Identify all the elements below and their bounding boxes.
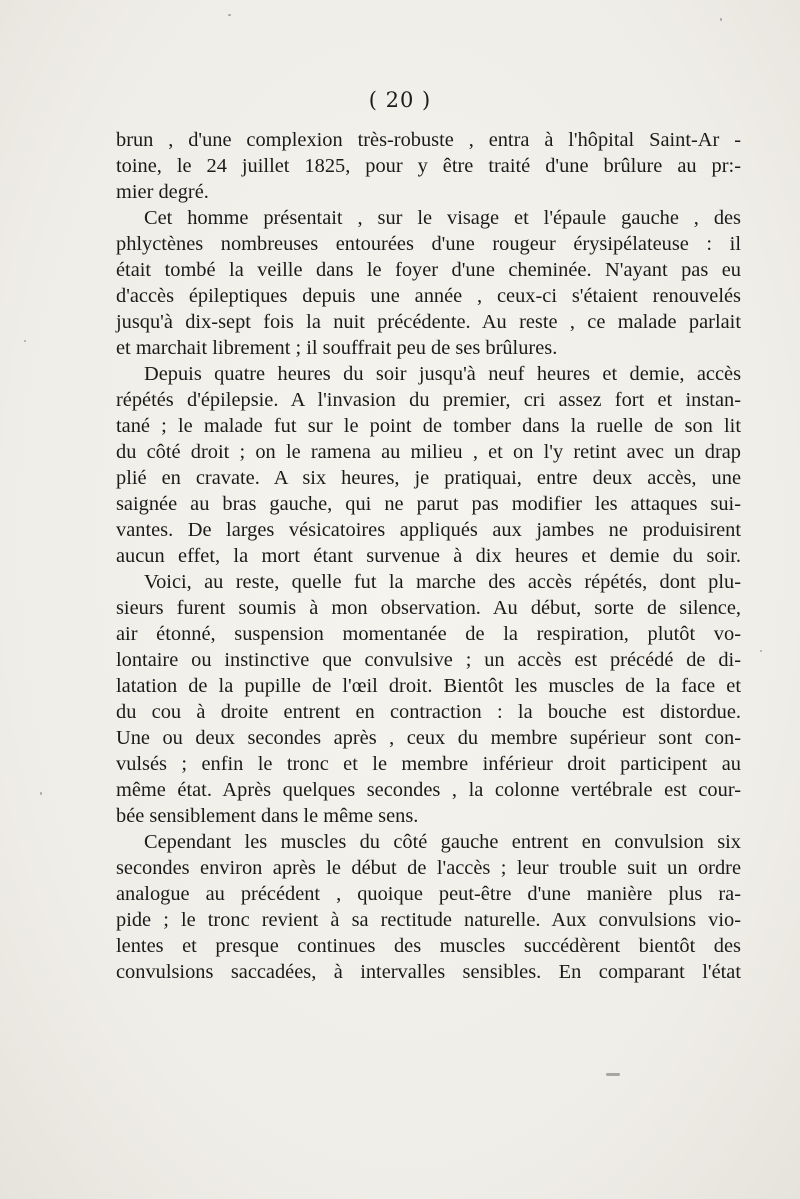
text-line: pide ; le tronc revient à sa rectitude naturelle. Aux convulsions vio- xyxy=(116,909,741,931)
text-line: était tombé la veille dans le foyer d'une cheminée. N'ayant pas eu xyxy=(116,259,741,281)
text-line: aucun effet, la mort étant survenue à dix heures et demie du soir. xyxy=(116,545,741,567)
text-line: et marchait librement ; il souffrait peu de ses brûlures. xyxy=(116,337,558,359)
paper-speck xyxy=(720,18,722,21)
text-line: latation de la pupille de l'œil droit. Bientôt les muscles de la face et xyxy=(116,675,741,697)
text-line: sieurs furent soumis à mon observation. Au début, sorte de silence, xyxy=(116,597,741,619)
text-line: d'accès épileptiques depuis une année , ceux-ci s'étaient renouvelés xyxy=(116,285,741,307)
paper-speck xyxy=(24,340,26,342)
text-line: Depuis quatre heures du soir jusqu'à neuf heures et demie, accès xyxy=(144,363,741,385)
text-line: vantes. De larges vésicatoires appliqués aux jambes ne produisirent xyxy=(116,519,741,541)
text-line: secondes environ après le début de l'accès ; leur trouble suit un ordre xyxy=(116,857,741,879)
paper-speck xyxy=(606,1073,620,1076)
text-line: bée sensiblement dans le même sens. xyxy=(116,805,419,827)
text-line: tané ; le malade fut sur le point de tomber dans la ruelle de son lit xyxy=(116,415,741,437)
text-line: lontaire ou instinctive que convulsive ; un accès est précédé de di- xyxy=(116,649,741,671)
text-line: Cet homme présentait , sur le visage et l'épaule gauche , des xyxy=(144,207,741,229)
paragraph-5 xyxy=(116,829,741,985)
paragraph-4 xyxy=(116,569,741,829)
text-line: vulsés ; enfin le tronc et le membre inférieur droit participent au xyxy=(116,753,741,775)
text-line: Cependant les muscles du côté gauche entrent en convulsion six xyxy=(144,831,741,853)
body-text xyxy=(116,127,741,985)
paragraph-1 xyxy=(116,127,741,205)
text-line: brun , d'une complexion très-robuste , entra à l'hôpital Saint-Ar - xyxy=(116,129,741,151)
text-line: du côté droit ; on le ramena au milieu , et on l'y retint avec un drap xyxy=(116,441,741,463)
text-line: mier degré. xyxy=(116,181,209,203)
text-line: phlyctènes nombreuses entourées d'une rougeur érysipélateuse : il xyxy=(116,233,741,255)
text-line: même état. Après quelques secondes , la colonne vertébrale est cour- xyxy=(116,779,741,801)
text-line: jusqu'à dix-sept fois la nuit précédente. Au reste , ce malade parlait xyxy=(116,311,741,333)
text-line: répétés d'épilepsie. A l'invasion du premier, cri assez fort et instan- xyxy=(116,389,741,411)
text-line: lentes et presque continues des muscles succédèrent bientôt des xyxy=(116,935,741,957)
text-line: Voici, au reste, quelle fut la marche des accès répétés, dont plu- xyxy=(144,571,741,593)
text-line: plié en cravate. A six heures, je pratiquai, entre deux accès, une xyxy=(116,467,741,489)
text-line: Une ou deux secondes après , ceux du membre supérieur sont con- xyxy=(116,727,741,749)
paper-speck xyxy=(760,650,762,652)
page-number: ( 20 ) xyxy=(368,88,432,112)
paper-speck xyxy=(228,14,231,16)
text-line: air étonné, suspension momentanée de la respiration, plutôt vo- xyxy=(116,623,741,645)
text-line: analogue au précédent , quoique peut-être d'une manière plus ra- xyxy=(116,883,741,905)
paragraph-3 xyxy=(116,361,741,569)
text-line: convulsions saccadées, à intervalles sensibles. En comparant l'état xyxy=(116,961,741,983)
paragraph-2 xyxy=(116,205,741,361)
text-line: toine, le 24 juillet 1825, pour y être traité d'une brûlure au pr:- xyxy=(116,155,741,177)
text-line: du cou à droite entrent en contraction : la bouche est distordue. xyxy=(116,701,741,723)
paper-speck xyxy=(40,792,42,795)
text-line: saignée au bras gauche, qui ne parut pas modifier les attaques sui- xyxy=(116,493,741,515)
